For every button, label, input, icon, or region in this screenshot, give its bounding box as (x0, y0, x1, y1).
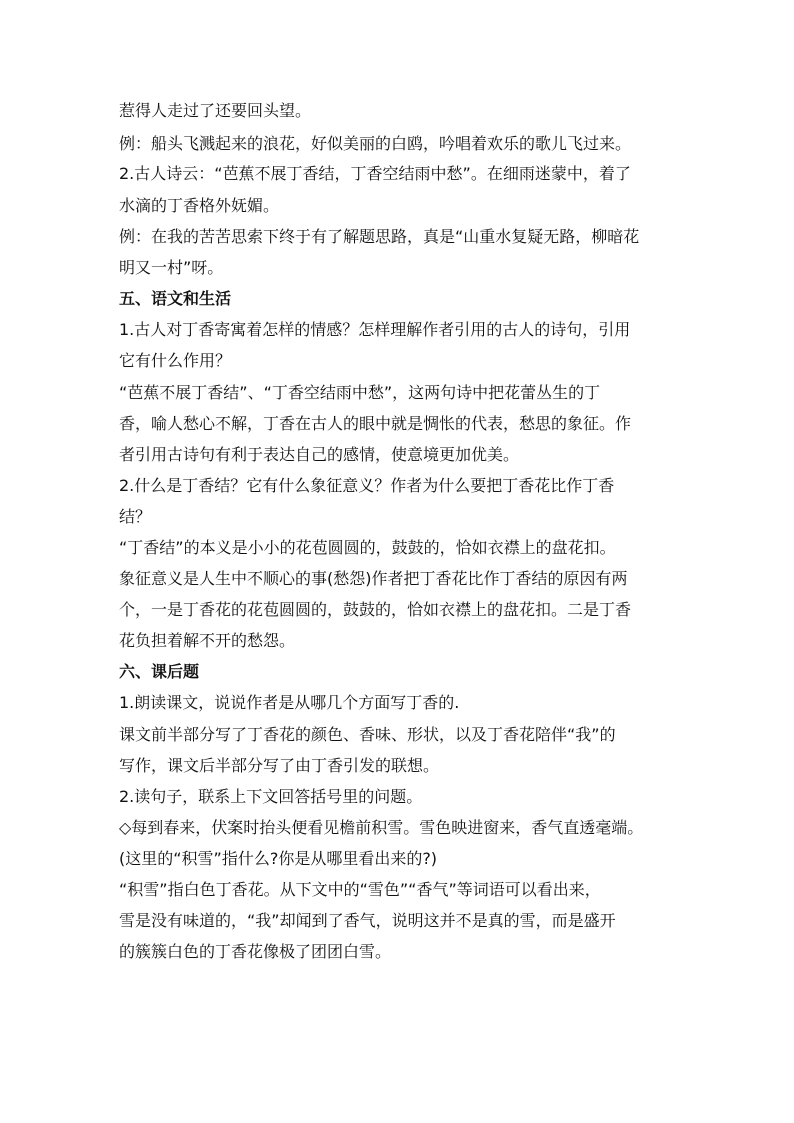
answer-line: 的簇簇白色的丁香花像极了团团白雪。 (119, 942, 392, 961)
question-line: 它有什么作用？ (119, 351, 232, 370)
answer-line: 香，喻人愁心不解，丁香在古人的眼中就是惆怅的代表，愁思的象征。作 (119, 414, 632, 433)
text-line: 惹得人走过了还要回头望。 (119, 101, 312, 120)
answer-line: “芭蕉不展丁香结”、“丁香空结雨中愁”，这两句诗中把花蕾丛生的丁 (119, 383, 601, 402)
answer-line: 花负担着解不开的愁怨。 (119, 631, 296, 650)
example-line: 例：船头飞溅起来的浪花，好似美丽的白鸥，吟唱着欢乐的歌儿飞过来。 (119, 134, 632, 153)
question-line: 1.古人对丁香寄寓着怎样的情感？怎样理解作者引用的古人的诗句，引用 (119, 320, 631, 339)
question-line: 1.朗读课文，说说作者是从哪几个方面写丁香的. (119, 693, 460, 712)
section-heading: 六、课后题 (119, 662, 200, 681)
text-line: 2.古人诗云：“芭蕉不展丁香结，丁香空结雨中愁”。在细雨迷蒙中，着了 (119, 164, 631, 183)
section-heading: 五、语文和生活 (119, 289, 232, 308)
question-line: 2.读句子，联系上下文回答括号里的问题。 (119, 787, 423, 806)
quoted-sentence-line: ◇每到春来，伏案时抬头便看见檐前积雪。雪色映进窗来，香气直透毫端。 (119, 818, 644, 837)
answer-line: 课文前半部分写了丁香花的颜色、香味、形状，以及丁香花陪伴“我”的 (119, 725, 616, 744)
text-line: 明又一村”呀。 (119, 258, 224, 277)
question-line: 2.什么是丁香结？它有什么象征意义？作者为什么要把丁香花比作丁香 (119, 476, 615, 495)
question-line: (这里的“积雪”指什么?你是从哪里看出来的?) (119, 849, 438, 868)
answer-line: 者引用古诗句有利于表达自己的感情，使意境更加优美。 (119, 445, 520, 464)
answer-line: “积雪”指白色丁香花。从下文中的“雪色”“香气”等词语可以看出来， (119, 880, 601, 899)
answer-line: “丁香结”的本义是小小的花苞圆圆的，鼓鼓的，恰如衣襟上的盘花扣。 (119, 538, 616, 557)
answer-line: 写作，课文后半部分写了由丁香引发的联想。 (119, 756, 440, 775)
text-line: 水滴的丁香格外妩媚。 (119, 196, 280, 215)
question-line: 结？ (119, 507, 152, 526)
answer-line: 雪是没有味道的，“我”却闻到了香气，说明这并不是真的雪，而是盛开 (119, 911, 616, 930)
answer-line: 象征意义是人生中不顺心的事(愁怨)作者把丁香花比作丁香结的原因有两 (119, 569, 628, 588)
answer-line: 个，一是丁香花的花苞圆圆的，鼓鼓的，恰如衣襟上的盘花扣。二是丁香 (119, 600, 632, 619)
example-line: 例：在我的苦苦思索下终于有了解题思路，真是“山重水复疑无路，柳暗花 (119, 227, 640, 246)
